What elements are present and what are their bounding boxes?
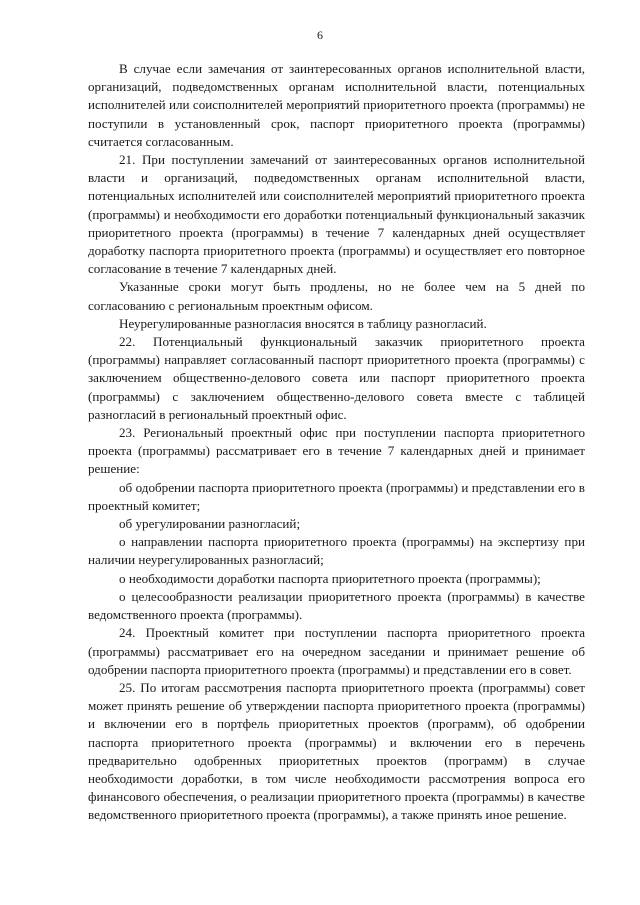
- paragraph-23-project-office-review: 23. Региональный проектный офис при поступлении паспорта приоритетного проекта (программы) рассматривает его в течение 7 календарных дней и принимает решение:: [88, 425, 585, 477]
- paragraph-24-project-committee: 24. Проектный комитет при поступлении паспорта приоритетного проекта (программы) рассматривает его на очередном заседании и принимает решение об одобрении паспорта приоритетного проекта (программы) и представлении его в совет.: [88, 625, 585, 677]
- paragraph-22-submission: 22. Потенциальный функциональный заказчик приоритетного проекта (программы) направляет согласованный паспорт приоритетного проекта (программы) с заключением общественно-делового совета или паспорт приоритетного проекта (программы) с заключением общественно-делового совета вместе с таблицей разногласий в региональный проектный офис.: [88, 334, 585, 422]
- document-body: [88, 60, 585, 825]
- decision-item-approval: об одобрении паспорта приоритетного проекта (программы) и представлении его в проектный комитет;: [88, 479, 585, 513]
- decision-item-settlement: об урегулировании разногласий;: [119, 516, 301, 532]
- decision-item-revision: о необходимости доработки паспорта приоритетного проекта (программы);: [119, 570, 541, 586]
- decision-item-expertise: о направлении паспорта приоритетного проекта (программы) на экспертизу при наличии неурегулированных разногласий;: [88, 534, 585, 568]
- page-number: 6: [317, 28, 323, 42]
- paragraph-deadline-extension: Указанные сроки могут быть продлены, но не более чем на 5 дней по согласованию с региональным проектным офисом.: [88, 279, 585, 313]
- paragraph-25-council-decision: 25. По итогам рассмотрения паспорта приоритетного проекта (программы) совет может принять решение об утверждении паспорта приоритетного проекта (программы) и включении его в портфель приоритетных проектов (программ), об одобрении паспорта приоритетного проекта (программы) и включении его в перечень предварительно одобренных приоритетных проектов (программ) в случае необходимости доработки, в том числе необходимости рассмотрения вопроса его финансового обеспечения, о реализации приоритетного проекта (программы) в качестве ведомственного приоритетного проекта (программы), а также принять иное решение.: [88, 679, 585, 823]
- paragraph-approval-no-comments: В случае если замечания от заинтересованных органов исполнительной власти, организаций, подведомственных органам исполнительной власти, потенциальных исполнителей или соисполнителей мероприятий приоритетного проекта (программы) не поступили в установленный срок, паспорт приоритетного проекта (программы) считается согласованным.: [88, 61, 585, 149]
- paragraph-21-comments-revision: 21. При поступлении замечаний от заинтересованных органов исполнительной власти и организаций, подведомственных органам исполнительной власти, потенциальных исполнителей или соисполнителей мероприятий приоритетного проекта (программы) и необходимости его доработки потенциальный функциональный заказчик приоритетного проекта (программы) в течение 7 календарных дней осуществляет доработку паспорта приоритетного проекта (программы) и осуществляет его повторное согласование в течение 7 календарных дней.: [88, 152, 585, 277]
- paragraph-disagreements-table: Неурегулированные разногласия вносятся в таблицу разногласий.: [119, 315, 487, 331]
- decision-item-departmental: о целесообразности реализации приоритетного проекта (программы) в качестве ведомственного проекта (программы).: [88, 588, 585, 623]
